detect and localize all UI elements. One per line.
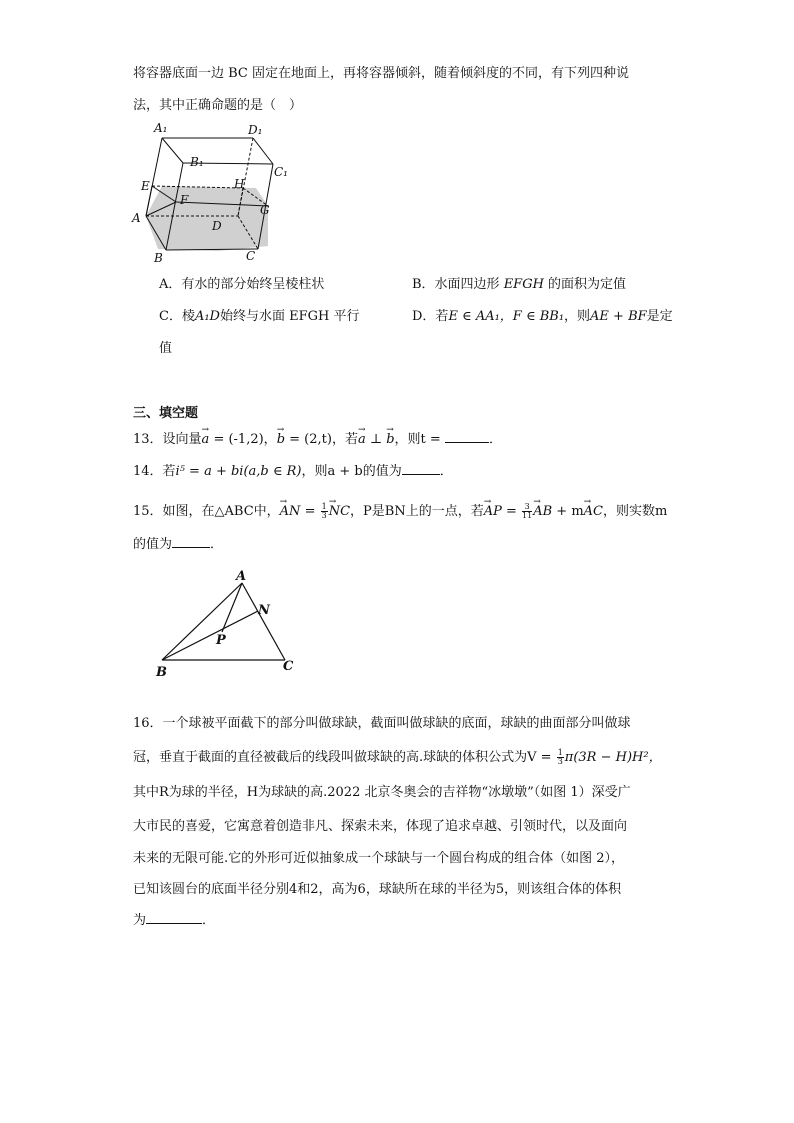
label-A: A: [236, 569, 247, 584]
q16-line7: 为 ．: [133, 913, 216, 928]
q12-option-d: D．若E ∈ AA₁，F ∈ BB₁，则AE + BF是定: [412, 309, 673, 324]
q16-line6: 已知该圆台的底面半径分别4和2，高为6，球缺所在球的半径为5，则该组合体的体积: [133, 882, 622, 897]
q12-option-b: B．水面四边形 EFGH 的面积为定值: [412, 277, 627, 292]
q14: 14．若i⁵ = a + bi(a,b ∈ R)，则a + b的值为 ．: [133, 464, 453, 479]
q16-line5: 未来的无限可能.它的外形可近似抽象成一个球缺与一个圆台构成的组合体（如图 2），: [133, 851, 625, 866]
label-D: D: [212, 219, 222, 233]
prism-figure: [128, 118, 298, 268]
label-H: H: [234, 177, 245, 191]
answer-blank[interactable]: [445, 430, 489, 443]
label-F: F: [180, 193, 189, 207]
label-C: C: [283, 659, 294, 674]
label-B: B: [154, 251, 163, 265]
answer-blank[interactable]: [172, 535, 210, 548]
answer-blank[interactable]: [402, 462, 440, 475]
q12-option-c: C．棱A₁D始终与水面 EFGH 平行: [159, 309, 360, 324]
q15-line2: 的值为 ．: [133, 537, 224, 552]
label-C1: C₁: [274, 165, 288, 179]
q16-line4: 大市民的喜爱，它寓意着创造非凡、探索未来，体现了追求卓越、引领时代，以及面向: [133, 819, 628, 834]
q16-line2: 冠，垂直于截面的直径被截后的线段叫做球缺的高.球缺的体积公式为V = $\frac{1}{3}$ π(3R − H)H²，: [133, 748, 662, 766]
q15-line1: 15．如图，在△ABC中，→ AN = $\frac{1}{3}$ → NC，P是BN上的一点，若→ AP = $\frac{3}{11}$ → AB + m→ AC，则实数m: [133, 502, 667, 522]
label-D1: D₁: [248, 123, 263, 137]
label-B: B: [156, 665, 167, 680]
label-A: A: [132, 211, 141, 225]
q12-option-d-cont: 值: [159, 341, 173, 356]
water-region: [146, 186, 268, 251]
label-N: N: [258, 603, 270, 618]
q16-line3: 其中R为球的半径，H为球缺的高.2022 北京冬奥会的吉祥物“冰墩墩”（如图 1）深受广: [133, 785, 631, 800]
label-B1: B₁: [190, 155, 204, 169]
label-G: G: [260, 203, 270, 217]
label-C: C: [246, 249, 256, 263]
label-P: P: [216, 633, 226, 648]
q16-line1: 16．一个球被平面截下的部分叫做球缺，截面叫做球缺的底面，球缺的曲面部分叫做球: [133, 716, 631, 731]
q13: 13．设向量→ a = (‑1,2)，→ b = (2,t)，若→ a ⊥ → b，则t = ．: [133, 430, 502, 450]
answer-blank[interactable]: [146, 911, 202, 924]
q12-option-a: A．有水的部分始终呈棱柱状: [159, 277, 325, 292]
q12-line1: 将容器底面一边 BC 固定在地面上，再将容器倾斜，随着倾斜度的不同，有下列四种说: [133, 66, 630, 81]
label-E: E: [141, 179, 150, 193]
triangle-figure: [150, 568, 310, 683]
label-A1: A₁: [154, 121, 168, 135]
q12-line2: 法，其中正确命题的是（ ）: [133, 98, 303, 113]
section-title: 三、填空题: [133, 406, 199, 421]
